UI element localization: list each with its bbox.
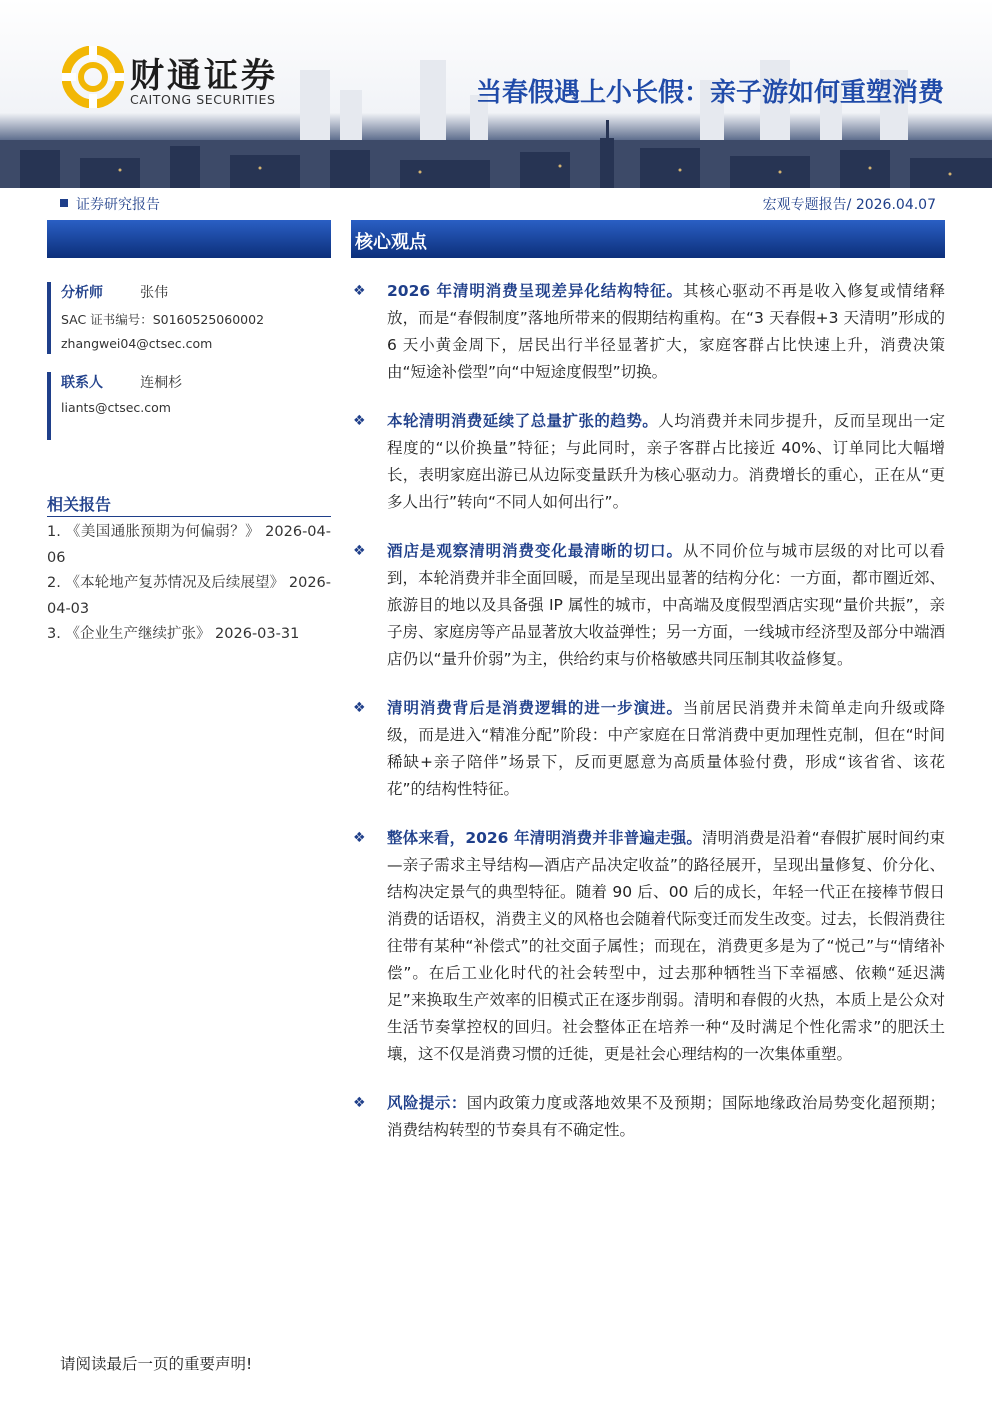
risk-warning-lead: 风险提示： <box>387 1094 467 1112</box>
contact-email[interactable]: liants@ctsec.com <box>61 400 171 415</box>
header-banner <box>0 0 992 188</box>
related-report-item[interactable]: 1. 《美国通胀预期为何偏弱？》 2026-04-06 <box>47 524 331 566</box>
core-view-lead: 整体来看，2026 年清明消费并非普遍走强。 <box>387 829 702 847</box>
brand-logo <box>62 46 302 114</box>
analyst-email[interactable]: zhangwei04@ctsec.com <box>61 336 213 351</box>
contact-role: 联系人 <box>61 375 103 391</box>
core-view-lead: 本轮清明消费延续了总量扩张的趋势。 <box>387 412 659 430</box>
left-header-bar <box>47 220 331 258</box>
related-reports-heading: 相关报告 <box>47 495 112 514</box>
related-report-item[interactable]: 3. 《企业生产继续扩张》 2026-03-31 <box>47 626 300 642</box>
analyst-role: 分析师 <box>61 285 103 301</box>
core-view-lead: 酒店是观察清明消费变化最清晰的切口。 <box>387 542 683 560</box>
report-category-label: 证券研究报告 <box>76 197 160 213</box>
core-view-lead: 清明消费背后是消费逻辑的进一步演进。 <box>387 699 683 717</box>
core-view-item <box>351 538 945 673</box>
core-view-text: 其核心驱动不再是收入修复或情绪释放，而是“春假制度”落地所带来的假期结构重构。在“3 天春假+3 天清明”形成的 6 天小黄金周下，居民出行半径显著扩大，家庭客群占比快速上升，消费决策由“短途补偿型”向“中短途度假型”切换。 <box>387 282 945 381</box>
contact-card <box>47 372 321 440</box>
contact-name: 连桐杉 <box>140 375 183 391</box>
core-view-lead: 2026 年清明消费呈现差异化结构特征。 <box>387 282 683 300</box>
square-bullet-icon <box>60 199 68 207</box>
risk-warning-text: 国内政策力度或落地效果不及预期；国际地缘政治局势变化超预期；消费结构转型的节奏具有不确定性。 <box>387 1094 945 1139</box>
core-view-text: 人均消费并未同步提升，反而呈现出一定程度的“以价换量”特征；与此同时，亲子客群占比接近 40%、订单同比大幅增长，表明家庭出游已从边际变量跃升为核心驱动力。消费增长的重心，正在从“更多人出行”转向“不同人如何出行”。 <box>387 412 945 511</box>
caitong-logo-icon <box>62 46 124 108</box>
core-view-item <box>351 695 945 803</box>
core-view-item <box>351 408 945 516</box>
core-view-item <box>351 825 945 1068</box>
related-reports-list <box>47 520 331 648</box>
diamond-bullet-icon: ❖ <box>353 543 366 559</box>
diamond-bullet-icon: ❖ <box>353 413 366 429</box>
core-view-text: 清明消费是沿着“春假扩展时间约束—亲子需求主导结构—酒店产品决定收益”的路径展开，呈现出量修复、价分化、结构决定景气的典型特征。随着 90 后、00 后的成长，年轻一代正在接棒节假日消费的话语权，消费主义的风格也会随着代际变迁而发生改变。过去，长假消费往往带有某种“补偿式”的社交面子属性；而现在，消费更多是为了“悦己”与“情绪补偿”。在后工业化时代的社会转型中，过去那种牺牲当下幸福感、依赖“延迟满足”来换取生产效率的旧模式正在逐步削弱。清明和春假的火热，本质上是公众对生活节奏掌控权的回归。社会整体正在培养一种“及时满足个性化需求”的肥沃土壤，这不仅是消费习惯的迁徙，更是社会心理结构的一次集体重塑。 <box>387 829 946 1063</box>
report-category <box>60 194 160 214</box>
core-views-heading: 核心观点 <box>355 232 427 253</box>
diamond-bullet-icon: ❖ <box>353 1095 366 1111</box>
analyst-card <box>47 282 321 354</box>
analyst-sac-number: SAC 证书编号：S0160525060002 <box>61 312 265 327</box>
core-views-bar <box>351 220 945 258</box>
brand-name-cn: 财通证券 <box>130 56 278 96</box>
core-view-item <box>351 278 945 386</box>
risk-warning-item <box>351 1090 945 1144</box>
diamond-bullet-icon: ❖ <box>353 700 366 716</box>
core-view-text: 从不同价位与城市层级的对比可以看到，本轮消费并非全面回暖，而是呈现出显著的结构分化：一方面，都市圈近郊、旅游目的地以及具备强 IP 属性的城市，中高端及度假型酒店实现“量价共振”，亲子房、家庭房等产品显著放大收益弹性；另一方面，一线城市经济型及部分中端酒店仍以“量升价弱”为主，供给约束与价格敏感共同压制其收益修复。 <box>387 542 946 668</box>
brand-name-en: CAITONG SECURITIES <box>130 92 276 107</box>
related-report-item[interactable]: 2. 《本轮地产复苏情况及后续展望》 2026-04-03 <box>47 575 331 617</box>
related-reports-divider <box>47 516 331 517</box>
disclaimer-note: 请阅读最后一页的重要声明! <box>60 1355 253 1373</box>
diamond-bullet-icon: ❖ <box>353 283 366 299</box>
core-views-list <box>351 278 945 1166</box>
diamond-bullet-icon: ❖ <box>353 830 366 846</box>
report-type-date: 宏观专题报告/ 2026.04.07 <box>762 197 936 213</box>
report-title: 当春假遇上小长假：亲子游如何重塑消费 <box>475 78 944 108</box>
core-view-text: 当前居民消费并未简单走向升级或降级，而是进入“精准分配”阶段：中产家庭在日常消费中更加理性克制，但在“时间稀缺+亲子陪伴”场景下，反而更愿意为高质量体验付费，形成“该省省、该花花”的结构性特征。 <box>387 699 945 798</box>
analyst-name: 张伟 <box>140 285 169 301</box>
